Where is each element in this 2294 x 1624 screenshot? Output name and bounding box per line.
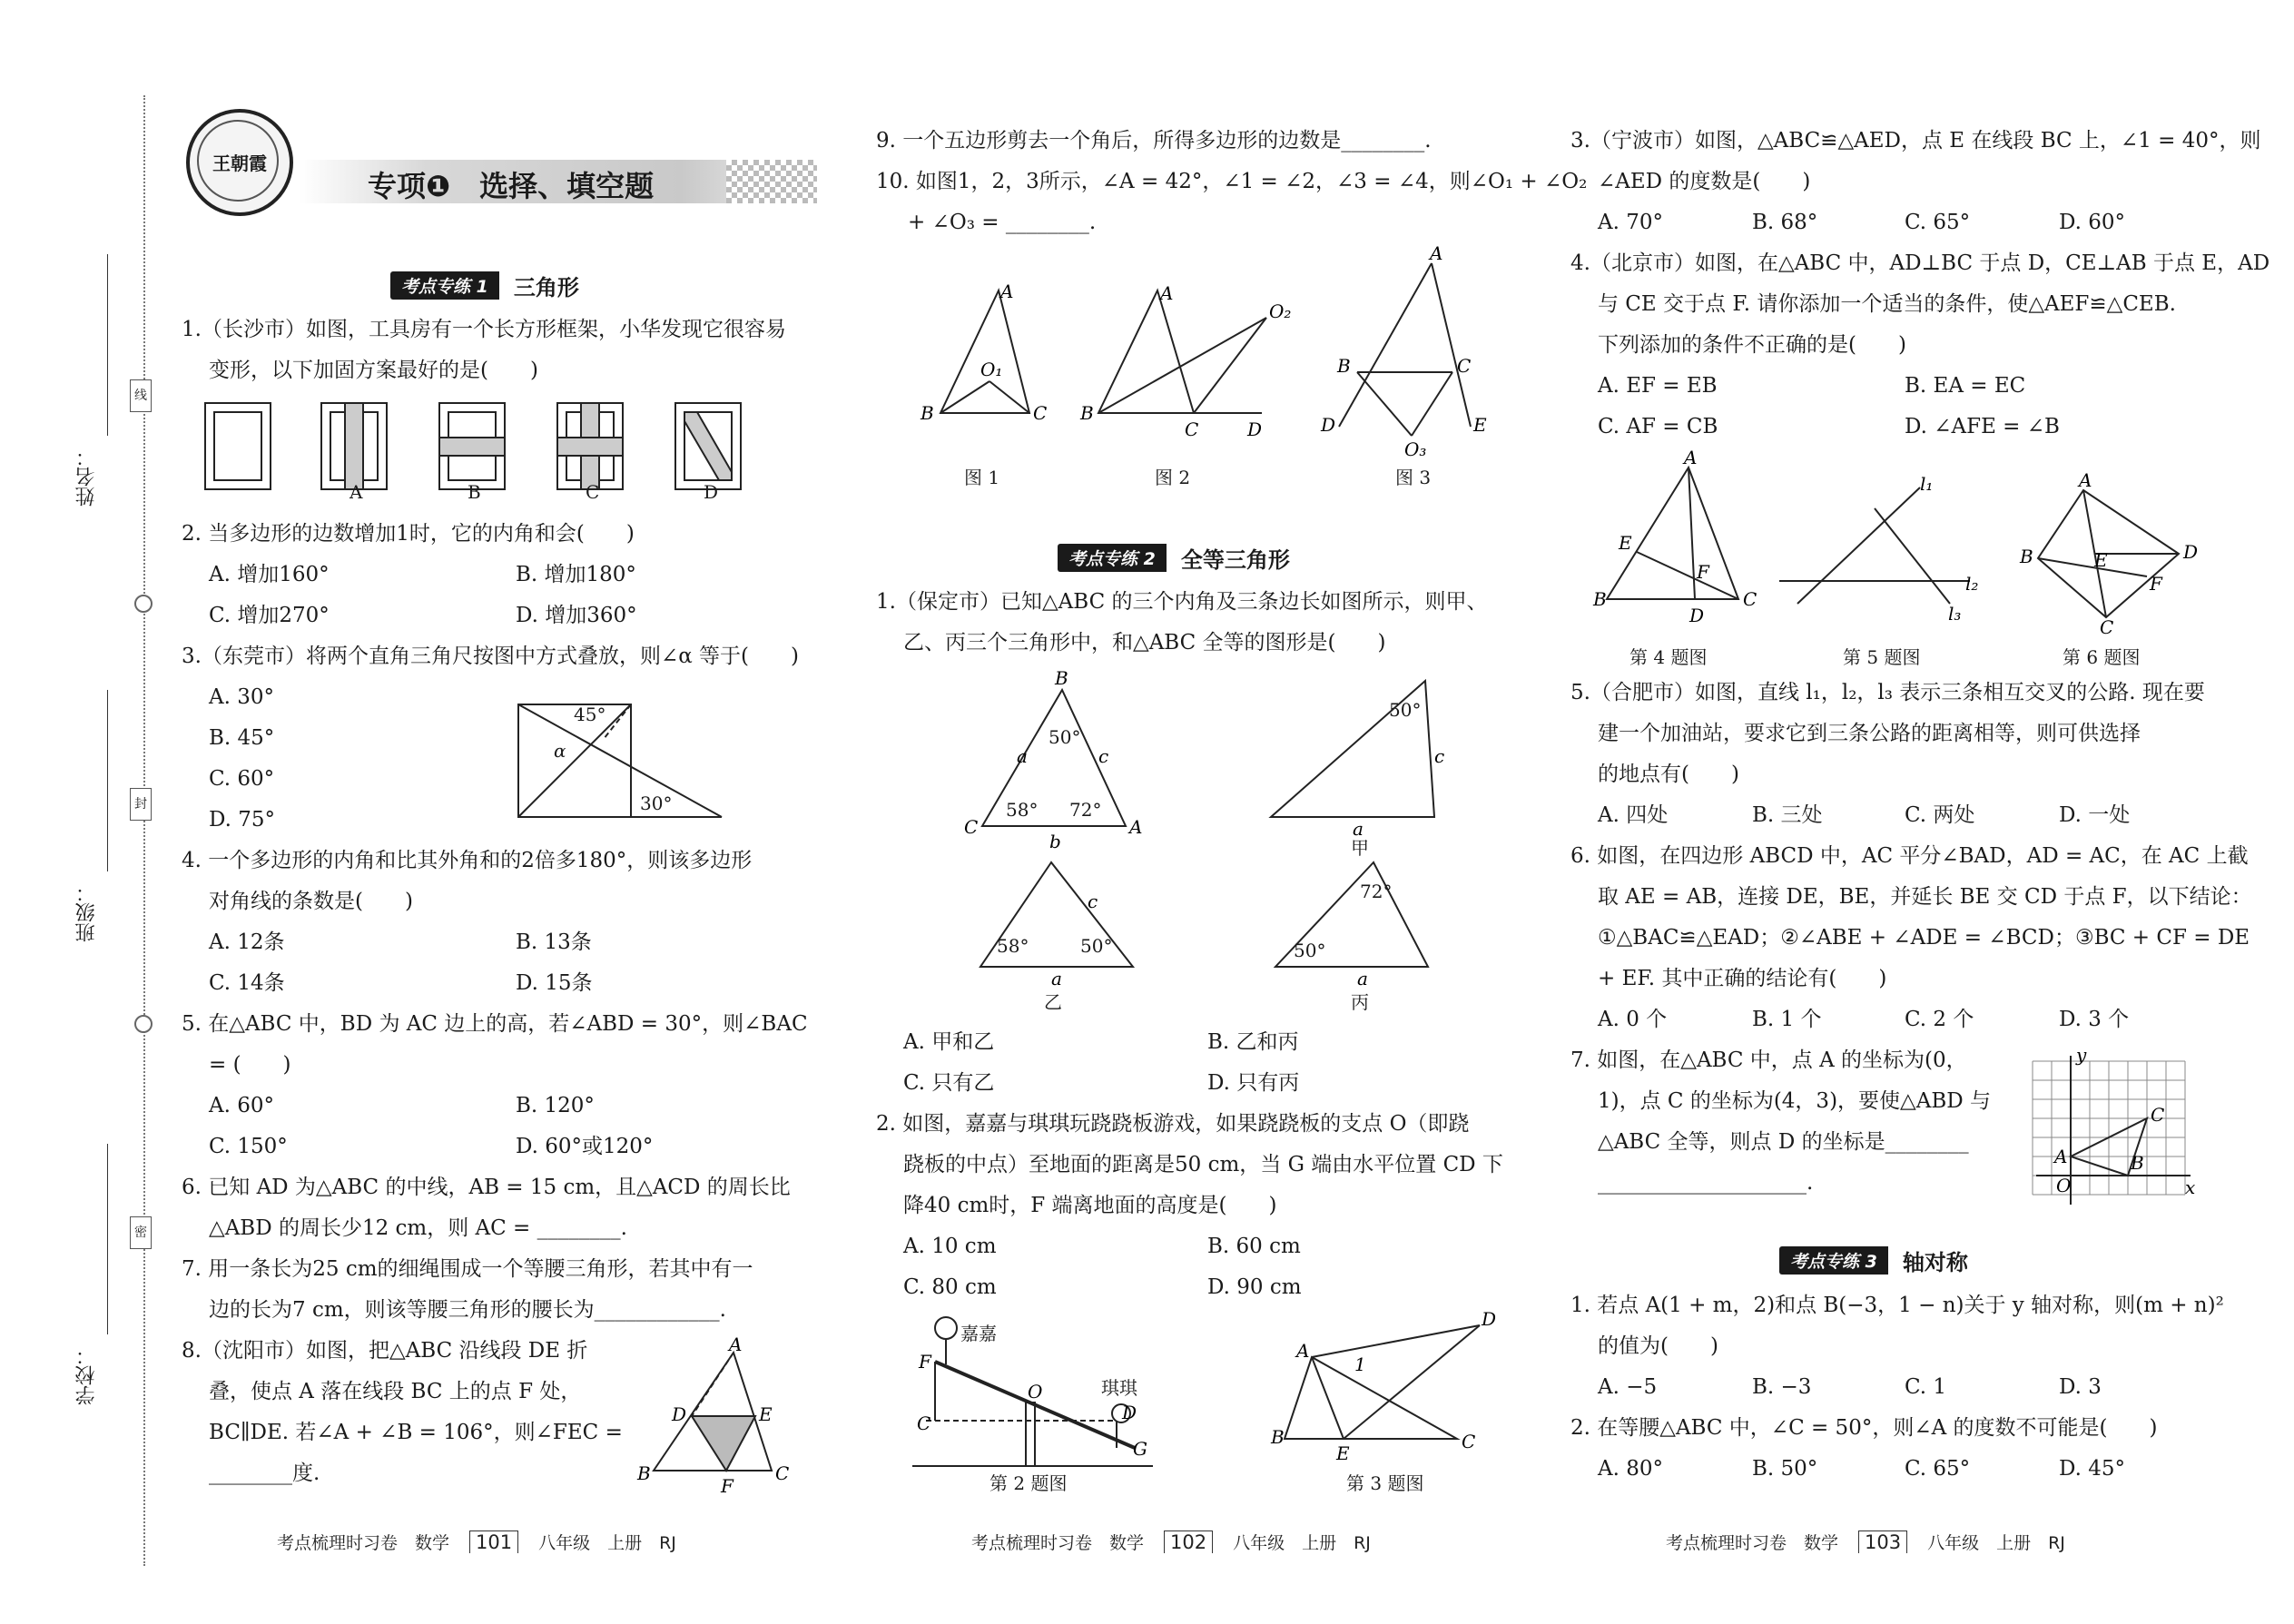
question-text: BC∥DE. 若∠A + ∠B = 106°，则∠FEC = xyxy=(209,1421,623,1444)
triangle-name: 甲 xyxy=(1351,837,1369,859)
option: A. 30° xyxy=(209,685,274,709)
header-checker xyxy=(726,160,817,203)
triangle-jia xyxy=(1262,672,1462,840)
option: D. ∠AFE = ∠B xyxy=(1905,415,2060,438)
svg-text:a: a xyxy=(1357,968,1368,989)
svg-text:c: c xyxy=(1088,891,1098,912)
q3-congruent-figure xyxy=(1271,1308,1507,1471)
svg-text:E: E xyxy=(759,1403,773,1425)
option: C. 两处 xyxy=(1905,803,1975,827)
option-label: B xyxy=(468,481,481,503)
triangle-name: 乙 xyxy=(1044,991,1062,1013)
svg-text:A: A xyxy=(1430,242,1443,264)
q5-lines-figure xyxy=(1779,473,1988,625)
binding-hole xyxy=(134,595,153,613)
svg-text:C: C xyxy=(917,1412,931,1434)
question-text: 降40 cm时，F 端离地面的高度是( ) xyxy=(903,1194,1277,1217)
question-text: 4.（北京市）如图，在△ABC 中，AD⊥BC 于点 D，CE⊥AB 于点 E，AD xyxy=(1570,251,2270,275)
section-title: 全等三角形 xyxy=(1180,546,1290,573)
svg-text:E: E xyxy=(1473,414,1487,436)
question-text: 对角线的条数是( ) xyxy=(209,890,413,913)
svg-text:O₃: O₃ xyxy=(1404,438,1427,460)
q10-figure-1 xyxy=(917,281,1062,436)
svg-text:A: A xyxy=(2054,1146,2068,1167)
svg-text:D: D xyxy=(1482,1308,1497,1330)
angle-label: 50° xyxy=(1389,699,1422,721)
seal-box-line: 线 xyxy=(130,379,152,412)
q7-grid-figure xyxy=(2029,1044,2197,1212)
figure-caption: 第 5 题图 xyxy=(1843,646,1921,668)
option: D. 增加360° xyxy=(516,604,637,627)
question-text: 8.（沈阳市）如图，把△ABC 沿线段 DE 折 xyxy=(182,1339,588,1363)
section-header-triangle xyxy=(390,271,579,300)
option: C. AF = CB xyxy=(1598,415,1718,438)
svg-text:B: B xyxy=(1271,1426,1285,1448)
option: D. 60° xyxy=(2059,211,2126,234)
question-text: 2. 如图，嘉嘉与琪琪玩跷跷板游戏，如果跷跷板的支点 O（即跷 xyxy=(876,1112,1470,1136)
section-title: 三角形 xyxy=(513,274,579,300)
svg-text:b: b xyxy=(1049,831,1061,852)
svg-text:A: A xyxy=(729,1334,743,1355)
question-text: △ABD 的周长少12 cm，则 AC = ________. xyxy=(209,1216,627,1240)
figure-caption: 第 6 题图 xyxy=(2063,646,2141,668)
q3-set-square-figure xyxy=(513,699,731,826)
svg-text:A: A xyxy=(1129,816,1143,838)
option: A. 增加160° xyxy=(209,563,330,586)
question-text: = ( ) xyxy=(209,1053,291,1077)
page-footer xyxy=(971,1530,1371,1554)
svg-text:C: C xyxy=(964,816,979,838)
question-text: 10. 如图1，2，3所示，∠A = 42°，∠1 = ∠2，∠3 = ∠4，则∠O₁ + ∠O₂ xyxy=(876,170,1588,193)
question-text: △ABC 全等，则点 D 的坐标是________ xyxy=(1598,1130,1969,1154)
page-footer xyxy=(1666,1530,2065,1554)
page-footer xyxy=(277,1530,676,1554)
svg-text:C: C xyxy=(1743,588,1757,610)
svg-text:D: D xyxy=(1321,414,1336,436)
question-text: 3.（东莞市）将两个直角三角尺按图中方式叠放，则∠α 等于( ) xyxy=(182,645,800,668)
svg-text:O: O xyxy=(2056,1175,2072,1196)
option: A. EF = EB xyxy=(1598,374,1718,398)
binding-dotted-line xyxy=(143,95,145,1566)
option: B. 增加180° xyxy=(516,563,636,586)
question-text: ①△BAC≌△EAD；②∠ABE + ∠ADE = ∠BCD；③BC + CF = DE xyxy=(1598,926,2250,950)
svg-text:B: B xyxy=(2020,546,2033,567)
svg-text:c: c xyxy=(1098,745,1109,767)
option: A. 甲和乙 xyxy=(903,1030,995,1054)
option: B. 50° xyxy=(1752,1457,1818,1481)
name-label: 姓名： xyxy=(75,447,98,507)
option: C. 65° xyxy=(1905,1457,1971,1481)
option: C. 1 xyxy=(1905,1375,1947,1399)
question-text: 变形，以下加固方案最好的是( ) xyxy=(209,359,538,382)
svg-text:F: F xyxy=(919,1351,931,1373)
svg-text:B: B xyxy=(637,1462,651,1484)
angle-label: α xyxy=(554,740,566,762)
angle-label: 45° xyxy=(574,704,606,725)
q4-altitude-figure xyxy=(1593,447,1766,631)
question-text: ∠AED 的度数是( ) xyxy=(1598,170,1811,193)
svg-text:y: y xyxy=(2076,1044,2087,1066)
angle-label: 58° xyxy=(997,935,1029,957)
triangle-yi xyxy=(971,853,1144,989)
triangle-abc xyxy=(962,667,1144,853)
section-header-congruent xyxy=(1058,543,1290,572)
option: C. 150° xyxy=(209,1135,288,1158)
footer-left: 考点梳理时习卷 数学 xyxy=(971,1533,1145,1553)
option: D. 15条 xyxy=(516,971,593,995)
svg-text:B: B xyxy=(1055,667,1068,689)
option: B. 120° xyxy=(516,1094,595,1117)
figure-caption: 第 4 题图 xyxy=(1629,646,1708,668)
svg-text:B: B xyxy=(2131,1152,2144,1174)
school-label: 学校： xyxy=(75,1345,98,1405)
option: A. 60° xyxy=(209,1094,274,1117)
question-text: 7. 如图，在△ABC 中，点 A 的坐标为(0， xyxy=(1570,1048,1967,1072)
footer-left: 考点梳理时习卷 数学 xyxy=(277,1533,450,1553)
option: B. 13条 xyxy=(516,930,592,954)
question-text: 3.（宁波市）如图，△ABC≌△AED，点 E 在线段 BC 上，∠1 = 40°，则 xyxy=(1570,129,2261,153)
svg-text:A: A xyxy=(1684,447,1698,468)
svg-text:D: D xyxy=(672,1403,687,1425)
option: A. 0 个 xyxy=(1598,1008,1668,1031)
figure-caption: 图 2 xyxy=(1155,467,1191,488)
svg-text:A: A xyxy=(1160,282,1174,304)
svg-text:F: F xyxy=(1697,561,1709,583)
footer-left: 考点梳理时习卷 数学 xyxy=(1666,1533,1839,1553)
option: C. 60° xyxy=(209,767,275,791)
page-number: 101 xyxy=(469,1530,518,1553)
question-text: ________度. xyxy=(209,1462,320,1485)
option: C. 增加270° xyxy=(209,604,330,627)
figure-caption: 图 3 xyxy=(1395,467,1432,488)
svg-text:F: F xyxy=(721,1475,733,1497)
figure-caption: 图 1 xyxy=(964,467,1000,488)
svg-text:O₁: O₁ xyxy=(980,359,1003,380)
option: B. 乙和丙 xyxy=(1207,1030,1299,1054)
question-text: 9. 一个五边形剪去一个角后，所得多边形的边数是________. xyxy=(876,129,1432,153)
svg-text:O₂: O₂ xyxy=(1269,300,1292,322)
option: A. 四处 xyxy=(1598,803,1669,827)
option: A. 70° xyxy=(1598,211,1663,234)
svg-text:A: A xyxy=(1296,1340,1310,1362)
angle-label: 72° xyxy=(1360,881,1393,902)
option: D. 60°或120° xyxy=(516,1135,654,1158)
page-title: 专项❶ 选择、填空题 xyxy=(368,169,655,203)
svg-text:D: D xyxy=(1689,605,1705,626)
question-text: 6. 如图，在四边形 ABCD 中，AC 平分∠BAD，AD = AC，在 AC 上截 xyxy=(1570,844,2249,868)
question-text: 4. 一个多边形的内角和比其外角和的2倍多180°，则该多边形 xyxy=(182,849,753,872)
triangle-bing xyxy=(1266,853,1439,989)
option: C. 65° xyxy=(1905,211,1971,234)
option: A. 10 cm xyxy=(903,1235,997,1258)
option: A. 12条 xyxy=(209,930,285,954)
question-text: 与 CE 交于点 F. 请你添加一个适当的条件，使△AEF≌△CEB. xyxy=(1598,292,2176,316)
option: B. EA = EC xyxy=(1905,374,2026,398)
angle-label: 50° xyxy=(1080,935,1113,957)
q6-quadrilateral-figure xyxy=(2020,469,2201,638)
svg-text:C: C xyxy=(1033,402,1048,424)
option: D. 45° xyxy=(2059,1457,2126,1481)
person-name: 嘉嘉 xyxy=(960,1323,997,1344)
section-tag: 考点专练 2 xyxy=(1058,544,1167,572)
question-text: 5. 在△ABC 中，BD 为 AC 边上的高，若∠ABD = 30°，则∠BAC xyxy=(182,1012,808,1036)
option-label: C xyxy=(586,481,600,503)
option: C. 只有乙 xyxy=(903,1071,995,1095)
q8-fold-figure xyxy=(635,1334,799,1502)
svg-text:B: B xyxy=(1337,355,1351,377)
svg-text:l₂: l₂ xyxy=(1965,573,1979,595)
question-text: 2. 当多边形的边数增加1时，它的内角和会( ) xyxy=(182,522,635,546)
svg-text:D: D xyxy=(1122,1402,1137,1423)
option: B. 68° xyxy=(1752,211,1818,234)
angle-label: 30° xyxy=(640,792,673,814)
angle-label: 50° xyxy=(1049,726,1081,748)
svg-text:B: B xyxy=(1080,402,1094,424)
binding-hole xyxy=(134,1015,153,1033)
page-number: 103 xyxy=(1858,1530,1907,1553)
svg-text:C: C xyxy=(775,1462,790,1484)
option: D. 一处 xyxy=(2059,803,2131,827)
seal-box-seal: 封 xyxy=(130,788,152,821)
option-label: D xyxy=(704,481,719,503)
question-text: + ∠O₃ = ________. xyxy=(908,211,1097,234)
question-text: 乙、丙三个三角形中，和△ABC 全等的图形是( ) xyxy=(903,631,1386,655)
svg-text:F: F xyxy=(2150,573,2162,595)
option: D. 75° xyxy=(209,808,276,832)
svg-text:C: C xyxy=(1462,1431,1476,1452)
svg-text:G: G xyxy=(1133,1438,1147,1460)
svg-text:A: A xyxy=(1000,281,1014,302)
svg-text:l₁: l₁ xyxy=(1920,473,1934,495)
angle-label: 50° xyxy=(1294,940,1326,961)
svg-text:a: a xyxy=(1051,968,1062,989)
angle-label: 72° xyxy=(1069,799,1102,821)
question-text: 建一个加油站，要求它到三条公路的距离相等，则可供选择 xyxy=(1598,722,2141,745)
svg-text:D: D xyxy=(1247,418,1263,440)
option: D. 3 个 xyxy=(2059,1008,2130,1031)
question-text: 1.（保定市）已知△ABC 的三个内角及三条边长如图所示，则甲、 xyxy=(876,590,1488,614)
option: D. 90 cm xyxy=(1207,1275,1302,1299)
question-text: + EF. 其中正确的结论有( ) xyxy=(1598,967,1887,990)
logo-badge xyxy=(186,109,293,216)
seal-box-secret: 密 xyxy=(130,1216,152,1249)
question-text: ____________________. xyxy=(1598,1171,1814,1195)
svg-text:1: 1 xyxy=(1354,1353,1366,1375)
svg-text:D: D xyxy=(2183,541,2199,563)
section-tag: 考点专练 1 xyxy=(390,271,499,300)
person-name: 琪琪 xyxy=(1101,1377,1137,1399)
footer-right: 八年级 上册 RJ xyxy=(1233,1533,1371,1553)
question-text: 6. 已知 AD 为△ABC 的中线，AB = 15 cm，且△ACD 的周长比 xyxy=(182,1176,791,1199)
svg-text:C: C xyxy=(2151,1104,2165,1126)
option: C. 14条 xyxy=(209,971,285,995)
svg-text:x: x xyxy=(2185,1176,2196,1198)
svg-text:l₃: l₃ xyxy=(1948,603,1962,625)
svg-text:B: B xyxy=(921,402,934,424)
question-text: 2. 在等腰△ABC 中，∠C = 50°，则∠A 的度数不可能是( ) xyxy=(1570,1416,2158,1440)
q10-figure-3 xyxy=(1321,242,1521,463)
footer-right: 八年级 上册 RJ xyxy=(538,1533,676,1553)
svg-text:C: C xyxy=(2100,616,2114,638)
question-text: 边的长为7 cm，则该等腰三角形的腰长为____________. xyxy=(209,1298,726,1322)
triangle-name: 丙 xyxy=(1351,991,1369,1013)
svg-text:C: C xyxy=(1185,418,1199,440)
angle-label: 58° xyxy=(1006,799,1039,821)
option: A. −5 xyxy=(1598,1375,1658,1399)
name-underline xyxy=(107,254,108,436)
question-text: 叠，使点 A 落在线段 BC 上的点 F 处， xyxy=(209,1380,582,1403)
svg-text:c: c xyxy=(1434,745,1445,767)
svg-text:a: a xyxy=(1353,818,1364,840)
question-text: 1.（长沙市）如图，工具房有一个长方形框架，小华发现它很容易 xyxy=(182,318,786,341)
svg-text:C: C xyxy=(1457,355,1472,377)
option: A. 80° xyxy=(1598,1457,1663,1481)
section-header-axial xyxy=(1779,1245,1968,1275)
svg-text:E: E xyxy=(2094,549,2108,571)
svg-text:a: a xyxy=(1017,745,1028,767)
figure-caption: 第 3 题图 xyxy=(1346,1472,1424,1494)
svg-text:E: E xyxy=(1336,1442,1350,1464)
option: B. 60 cm xyxy=(1207,1235,1301,1258)
section-tag: 考点专练 3 xyxy=(1779,1246,1888,1275)
option: D. 3 xyxy=(2059,1375,2102,1399)
logo-text: 王朝霞 xyxy=(212,153,267,174)
option: B. −3 xyxy=(1752,1375,1812,1399)
question-text: 跷板的中点）至地面的距离是50 cm，当 G 端由水平位置 CD 下 xyxy=(903,1153,1503,1176)
question-text: 7. 用一条长为25 cm的细绳围成一个等腰三角形，若其中有一 xyxy=(182,1257,753,1281)
figure-caption: 第 2 题图 xyxy=(989,1472,1068,1494)
svg-text:B: B xyxy=(1593,588,1607,610)
svg-text:E: E xyxy=(1619,532,1632,554)
question-text: 1)，点 C 的坐标为(4，3)，要使△ABD 与 xyxy=(1598,1089,1991,1113)
option: B. 1 个 xyxy=(1752,1008,1822,1031)
svg-text:O: O xyxy=(1028,1381,1043,1403)
option: C. 2 个 xyxy=(1905,1008,1974,1031)
footer-right: 八年级 上册 RJ xyxy=(1927,1533,2065,1553)
option-label: A xyxy=(350,481,363,503)
class-label: 班级： xyxy=(75,882,98,942)
question-text: 的地点有( ) xyxy=(1598,763,1739,786)
question-text: 下列添加的条件不正确的是( ) xyxy=(1598,333,1906,357)
option: C. 80 cm xyxy=(903,1275,997,1299)
svg-text:A: A xyxy=(2079,469,2092,491)
option: B. 45° xyxy=(209,726,275,750)
class-underline xyxy=(107,690,108,871)
option: B. 三处 xyxy=(1752,803,1823,827)
option: D. 只有丙 xyxy=(1207,1071,1300,1095)
q1-frames-figure xyxy=(200,399,763,508)
question-text: 的值为( ) xyxy=(1598,1334,1718,1358)
question-text: 取 AE = AB，连接 DE，BE，并延长 BE 交 CD 于点 F，以下结论： xyxy=(1598,885,2252,909)
school-underline xyxy=(107,1144,108,1334)
section-title: 轴对称 xyxy=(1902,1249,1968,1275)
question-text: 1. 若点 A(1 + m，2)和点 B(−3，1 − n)关于 y 轴对称，则(m + n)² xyxy=(1570,1294,2224,1317)
page-number: 102 xyxy=(1164,1530,1213,1553)
q10-figure-2 xyxy=(1080,281,1298,440)
question-text: 5.（合肥市）如图，直线 l₁，l₂，l₃ 表示三条相互交叉的公路. 现在要 xyxy=(1570,681,2205,704)
